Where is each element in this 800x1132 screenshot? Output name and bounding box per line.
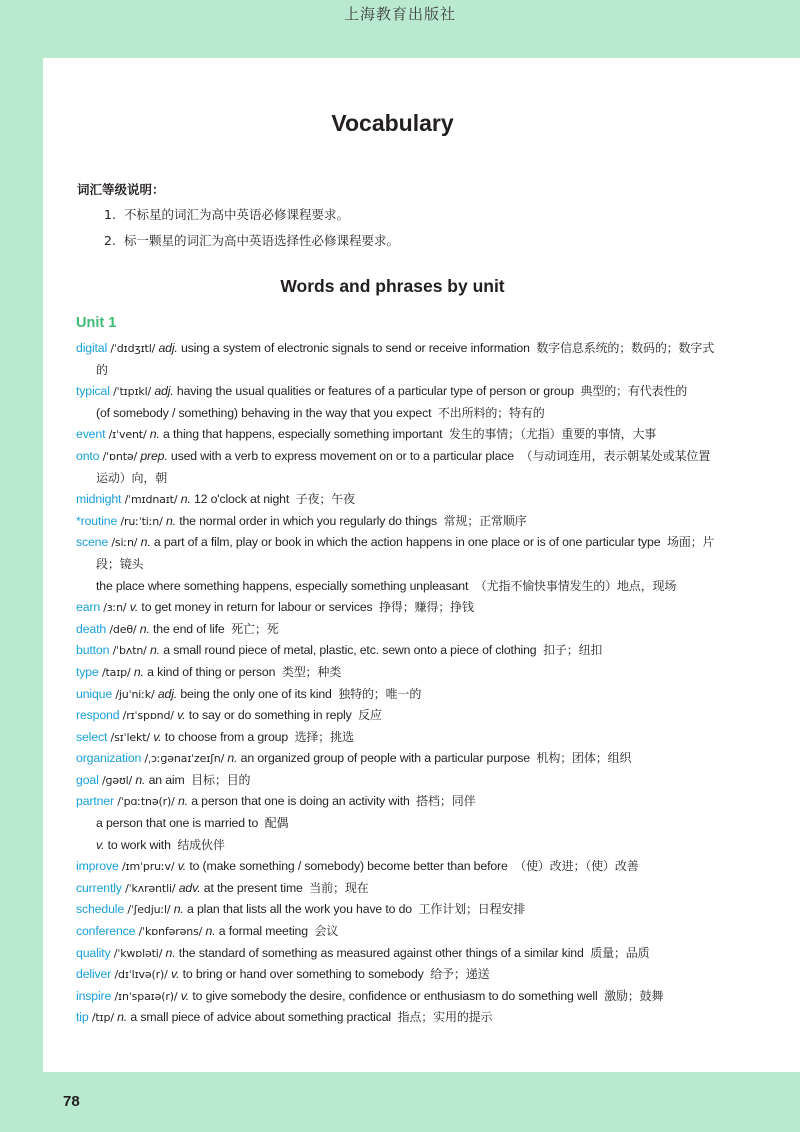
note-text: 不标星的词汇为高中英语必修课程要求。 <box>123 207 349 222</box>
headword: typical <box>76 384 110 399</box>
part-of-speech: n. <box>150 643 160 658</box>
headword: *routine <box>76 513 118 528</box>
vocab-entry <box>76 1007 716 1029</box>
note-number: 2. <box>104 233 116 248</box>
chinese-gloss: 结成伙伴 <box>177 837 225 852</box>
part-of-speech: v. <box>177 708 186 723</box>
chinese-gloss: 扣子；纽扣 <box>543 643 603 658</box>
definition: a plan that lists all the work you have to do <box>187 902 412 917</box>
headword: earn <box>76 600 101 615</box>
definition: to bring or hand over something to somebody <box>182 967 424 982</box>
part-of-speech: n. <box>177 794 188 809</box>
vocab-sense <box>76 813 716 835</box>
pronunciation: /juˈniːk/ <box>115 687 155 701</box>
vocab-entry <box>76 424 716 446</box>
part-of-speech: prep. <box>140 448 168 463</box>
vocab-entry <box>76 791 716 813</box>
vocab-entry <box>76 446 716 489</box>
pronunciation: /ɪˈvent/ <box>108 428 147 442</box>
headword: tip <box>76 1010 89 1025</box>
headword: conference <box>76 924 136 939</box>
part-of-speech: adv. <box>178 880 201 895</box>
part-of-speech: n. <box>180 492 191 507</box>
definition: to choose from a group <box>164 729 289 744</box>
vocab-entry <box>76 748 716 770</box>
vocab-entry <box>76 878 716 900</box>
chinese-gloss: 工作计划；日程安排 <box>418 902 526 917</box>
chinese-gloss: （与动词连用，表示朝某处或某位置运动）向，朝 <box>96 448 711 485</box>
pronunciation: /ˈbʌtn/ <box>112 644 147 658</box>
part-of-speech: n. <box>133 664 144 679</box>
headword: midnight <box>76 492 122 507</box>
headword: currently <box>76 880 122 895</box>
chinese-gloss: 死亡；死 <box>231 621 279 636</box>
definition: a part of a film, play or book in which the action happens in one place or is of one particular type <box>153 535 661 550</box>
note-number: 1. <box>104 207 116 222</box>
part-of-speech: n. <box>205 924 216 939</box>
pronunciation: /ˈkʌrəntli/ <box>125 881 176 895</box>
part-of-speech: v. <box>96 837 105 852</box>
definition: the end of life <box>153 621 225 636</box>
definition: being the only one of its kind <box>180 686 332 701</box>
vocab-entry <box>76 705 716 727</box>
headword: respond <box>76 708 120 723</box>
part-of-speech: n. <box>165 513 176 528</box>
headword: improve <box>76 859 119 874</box>
note-text: 标一颗星的词汇为高中英语选择性必修课程要求。 <box>123 233 399 248</box>
chinese-gloss: 挣得；赚得；挣钱 <box>379 600 474 615</box>
chinese-gloss: 会议 <box>314 924 339 939</box>
vocab-entry <box>76 381 716 403</box>
pronunciation: /sɪˈlekt/ <box>110 730 150 744</box>
chinese-gloss: 发生的事情；（尤指）重要的事情，大事 <box>448 427 657 442</box>
definition: the place where something happens, especially something unpleasant <box>96 578 469 593</box>
pronunciation: /ˈʃedjuːl/ <box>127 903 171 917</box>
chinese-gloss: 选择；挑选 <box>294 729 354 744</box>
part-of-speech: v. <box>170 967 180 982</box>
vocab-entry <box>76 511 716 533</box>
pronunciation: /ˈɒntə/ <box>102 449 138 463</box>
pronunciation: /ɪmˈpruːv/ <box>121 860 175 874</box>
chinese-gloss: 反应 <box>358 708 382 723</box>
headword: organization <box>76 751 142 766</box>
chinese-gloss: 典型的；有代表性的 <box>580 384 688 399</box>
part-of-speech: v. <box>180 988 190 1003</box>
definition: to say or do something in reply <box>188 708 352 723</box>
headword: deliver <box>76 967 112 982</box>
part-of-speech: n. <box>227 751 238 766</box>
headword: schedule <box>76 902 125 917</box>
chinese-gloss: （尤指不愉快事情发生的）地点，现场 <box>474 578 677 593</box>
pronunciation: /ˌɔːɡənaɪˈzeɪʃn/ <box>144 752 225 766</box>
definition: a person that one is doing an activity with <box>191 794 410 809</box>
headword: select <box>76 729 108 744</box>
part-of-speech: v. <box>177 859 187 874</box>
vocab-entry <box>76 921 716 943</box>
vocab-entry <box>76 532 716 575</box>
definition: at the present time <box>203 880 303 895</box>
vocabulary-list <box>76 338 716 1029</box>
part-of-speech: n. <box>173 902 184 917</box>
part-of-speech: n. <box>139 621 150 636</box>
headword: digital <box>76 341 108 355</box>
vocab-entry <box>76 684 716 706</box>
part-of-speech: n. <box>149 427 160 442</box>
vocab-entry <box>76 986 716 1008</box>
vocab-entry <box>76 640 716 662</box>
pronunciation: /dɪˈlɪvə(r)/ <box>114 968 168 982</box>
part-of-speech: n. <box>135 772 146 787</box>
headword: button <box>76 643 110 658</box>
vocab-entry <box>76 489 716 511</box>
vocab-sense <box>76 403 716 425</box>
chinese-gloss: 机构；团体；组织 <box>536 751 632 766</box>
definition: having the usual qualities or features of a particular type of person or group <box>176 384 574 399</box>
pronunciation: /taɪp/ <box>101 665 131 679</box>
page-title: Vocabulary <box>331 110 454 136</box>
part-of-speech: adj. <box>158 341 178 355</box>
section-subtitle: Words and phrases by unit <box>280 276 505 296</box>
chinese-gloss: 数字信息系统的；数码的；数字式的 <box>96 341 715 377</box>
note-item <box>104 205 349 223</box>
vocab-sense <box>76 576 716 598</box>
definition: a kind of thing or person <box>147 664 276 679</box>
chinese-gloss: （使）改进；（使）改善 <box>514 859 639 874</box>
headword: unique <box>76 686 113 701</box>
pronunciation: /rɪˈspɒnd/ <box>122 709 174 723</box>
definition: used with a verb to express movement on or to a particular place <box>170 448 514 463</box>
definition: to work with <box>107 837 171 852</box>
part-of-speech: n. <box>165 945 176 960</box>
headword: type <box>76 664 99 679</box>
pronunciation: /ɡəʊl/ <box>101 773 133 787</box>
vocab-entry <box>76 943 716 965</box>
chinese-gloss: 场面；片段；镜头 <box>96 535 715 571</box>
headword: inspire <box>76 988 112 1003</box>
definition: 12 o'clock at night <box>193 492 290 507</box>
chinese-gloss: 不出所料的；特有的 <box>437 405 545 420</box>
vocab-entry <box>76 619 716 641</box>
chinese-gloss: 指点；实用的提示 <box>397 1010 493 1025</box>
part-of-speech: n. <box>117 1010 128 1025</box>
vocab-entry <box>76 899 716 921</box>
unit-heading: Unit 1 <box>76 315 117 331</box>
definition: to give somebody the desire, confidence or enthusiasm to do something well <box>192 988 598 1003</box>
pronunciation: /ˈdɪdʒɪtl/ <box>110 342 156 355</box>
page-number: 78 <box>63 1093 80 1110</box>
vocab-entry <box>76 662 716 684</box>
definition: a small round piece of metal, plastic, etc. sewn onto a piece of clothing <box>163 643 537 658</box>
vocab-entry <box>76 597 716 619</box>
definition: to (make something / somebody) become better than before <box>189 859 508 874</box>
publisher-header: 上海教育出版社 <box>343 5 456 23</box>
chinese-gloss: 子夜；午夜 <box>295 492 355 507</box>
part-of-speech: v. <box>153 729 162 744</box>
part-of-speech: adj. <box>154 384 174 399</box>
pronunciation: /ˈpɑːtnə(r)/ <box>117 795 175 809</box>
headword: event <box>76 427 106 442</box>
chinese-gloss: 激励；鼓舞 <box>604 988 664 1003</box>
pronunciation: /ˈtɪpɪkl/ <box>113 385 152 399</box>
vocab-entry <box>76 770 716 792</box>
pronunciation: /ɜːn/ <box>103 601 127 615</box>
chinese-gloss: 当前；现在 <box>309 880 369 895</box>
headword: scene <box>76 535 109 550</box>
part-of-speech: v. <box>129 600 139 615</box>
definition: an organized group of people with a particular purpose <box>240 751 530 766</box>
definition: using a system of electronic signals to send or receive information <box>180 341 530 355</box>
definition: the normal order in which you regularly do things <box>179 513 438 528</box>
chinese-gloss: 搭档；同伴 <box>416 794 476 809</box>
vocab-entry <box>76 338 716 381</box>
chinese-gloss: 目标；目的 <box>191 772 251 787</box>
definition: the standard of something as measured against other things of a similar kind <box>178 945 584 960</box>
chinese-gloss: 给予；递送 <box>430 967 490 982</box>
note-item <box>104 231 399 249</box>
pronunciation: /ɪnˈspaɪə(r)/ <box>114 989 178 1003</box>
definition: a thing that happens, especially something important <box>163 427 443 442</box>
vocab-entry <box>76 964 716 986</box>
pronunciation: /tɪp/ <box>91 1011 114 1025</box>
pronunciation: /ˈmɪdnaɪt/ <box>124 493 178 507</box>
definition: to get money in return for labour or services <box>141 600 373 615</box>
headword: death <box>76 621 107 636</box>
vocab-entry <box>76 856 716 878</box>
chinese-gloss: 常规；正常顺序 <box>443 513 527 528</box>
chinese-gloss: 类型；种类 <box>281 664 342 679</box>
part-of-speech: n. <box>140 535 151 550</box>
vocab-sense <box>76 835 716 857</box>
definition: a formal meeting <box>218 924 308 939</box>
pronunciation: /ruːˈtiːn/ <box>120 514 163 528</box>
headword: partner <box>76 794 114 809</box>
chinese-gloss: 配偶 <box>264 816 289 831</box>
chinese-gloss: 质量；品质 <box>590 945 650 960</box>
pronunciation: /ˈkwɒləti/ <box>113 946 163 960</box>
pronunciation: /siːn/ <box>111 536 138 550</box>
definition: a person that one is married to <box>96 816 259 831</box>
definition: an aim <box>148 772 185 787</box>
definition: a small piece of advice about something practical <box>130 1010 392 1025</box>
pronunciation: /ˈkɒnfərəns/ <box>138 925 203 939</box>
headword: goal <box>76 772 99 787</box>
vocab-entry <box>76 727 716 749</box>
pronunciation: /deθ/ <box>109 622 137 636</box>
part-of-speech: adj. <box>157 686 178 701</box>
headword: quality <box>76 945 111 960</box>
chinese-gloss: 独特的；唯一的 <box>338 686 422 701</box>
notes-heading: 词汇等级说明： <box>77 182 165 197</box>
definition: (of somebody / something) behaving in the way that you expect <box>96 405 432 420</box>
headword: onto <box>76 448 100 463</box>
